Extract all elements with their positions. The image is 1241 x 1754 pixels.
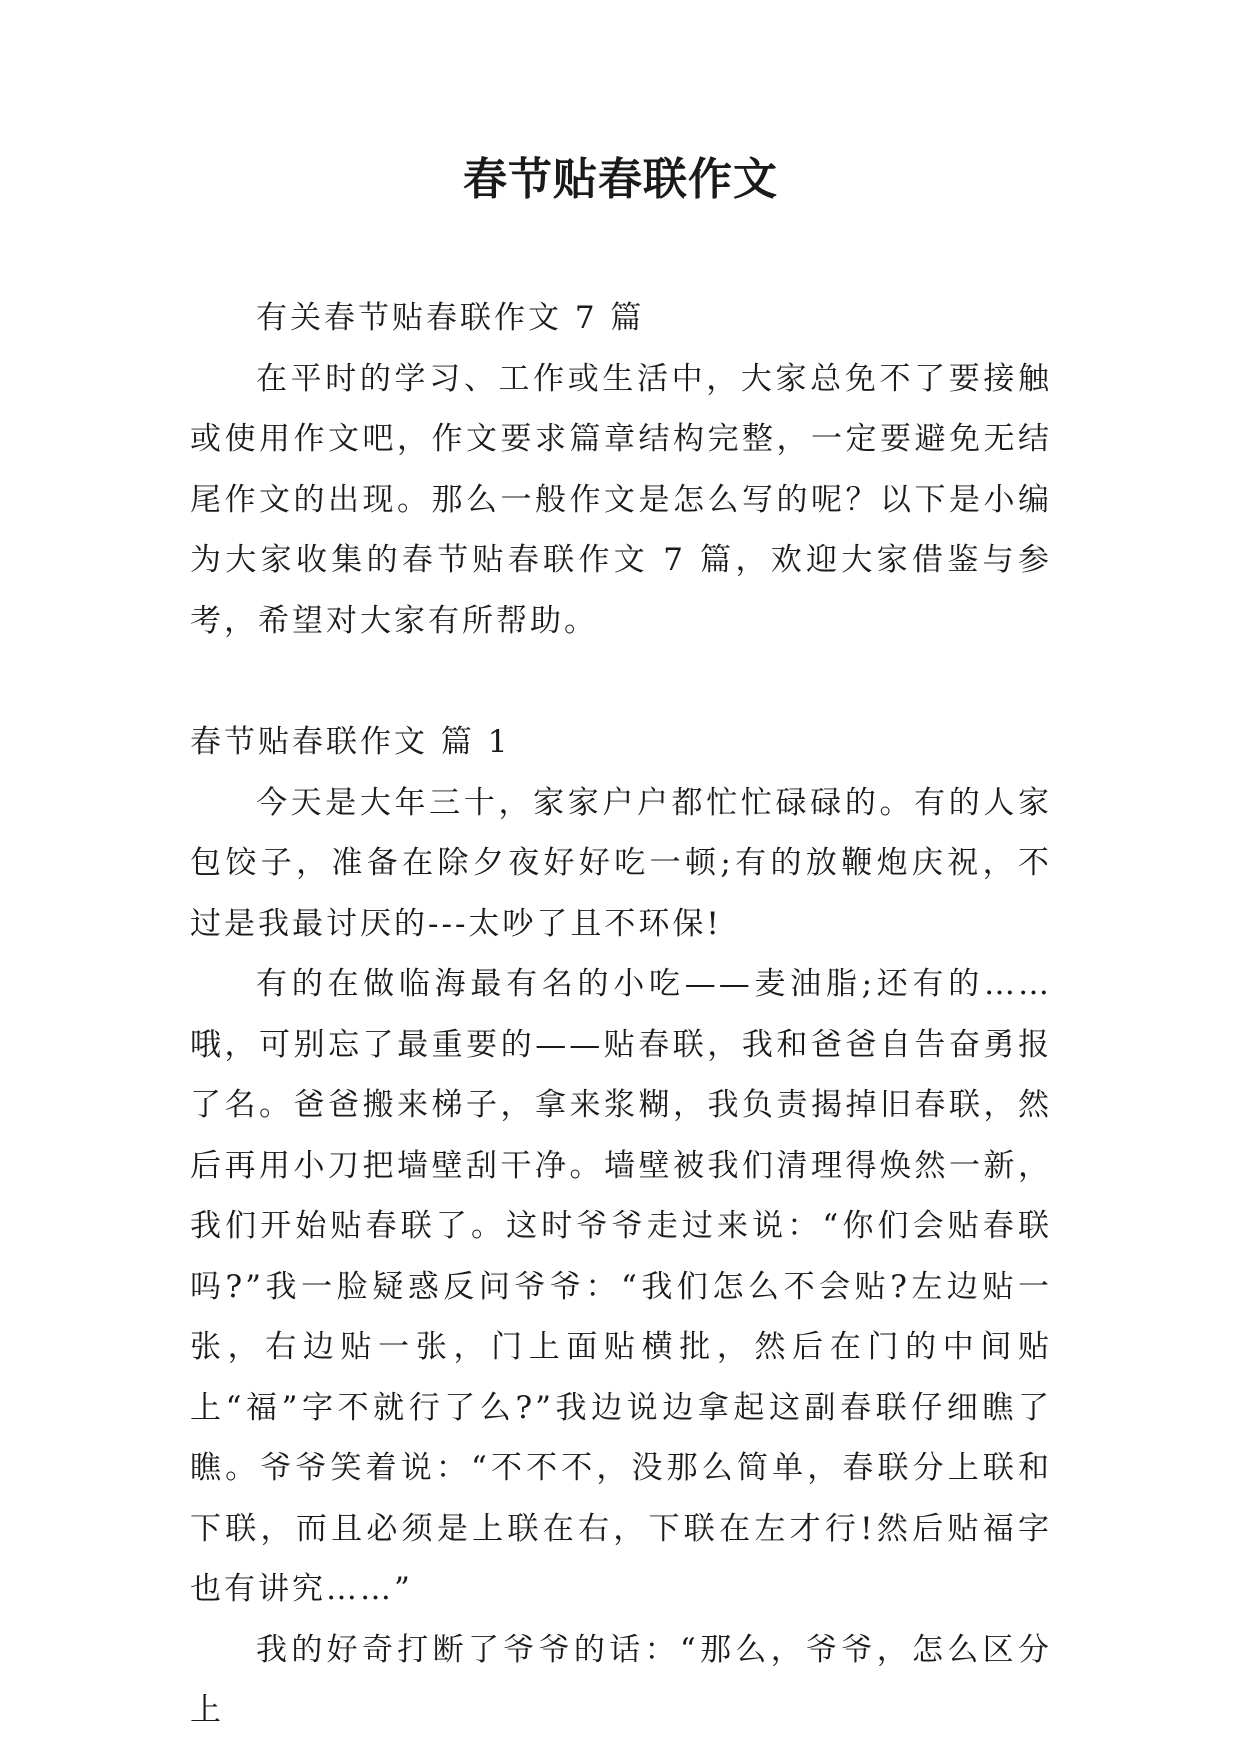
body-paragraph: 有的在做临海最有名的小吃——麦油脂;还有的……哦，可别忘了最重要的——贴春联，我和爸爸自告奋勇报了名。爸爸搬来梯子，拿来浆糊，我负责揭掉旧春联，然后再用小刀把墙壁刮干净。墙壁被我们清理得焕然一新，我们开始贴春联了。这时爷爷走过来说：“你们会贴春联吗?”我一脸疑惑反问爷爷：“我们怎么不会贴?左边贴一张，右边贴一张，门上面贴横批，然后在门的中间贴上“福”字不就行了么?”我边说边拿起这副春联仔细瞧了瞧。爷爷笑着说：“不不不，没那么简单，春联分上联和下联，而且必须是上联在右，下联在左才行!然后贴福字也有讲究……” bbox=[190, 966, 1052, 1607]
body-paragraph: 今天是大年三十，家家户户都忙忙碌碌的。有的人家包饺子，准备在除夕夜好好吃一顿;有的放鞭炮庆祝，不过是我最讨厌的---太吵了且不环保! bbox=[190, 784, 1052, 942]
page-title: 春节贴春联作文 bbox=[463, 154, 778, 205]
intro-paragraph: 在平时的学习、工作或生活中，大家总免不了要接触或使用作文吧，作文要求篇章结构完整，一定要避免无结尾作文的出现。那么一般作文是怎么写的呢？以下是小编为大家收集的春节贴春联作文 7 篇，欢迎大家借鉴与参考，希望对大家有所帮助。 bbox=[190, 360, 1052, 639]
intro-heading: 有关春节贴春联作文 7 篇 bbox=[256, 300, 645, 336]
document-body bbox=[190, 288, 1052, 1741]
body-paragraph: 我的好奇打断了爷爷的话：“那么，爷爷，怎么区分上 bbox=[190, 1631, 1052, 1728]
section-spacer bbox=[190, 651, 1052, 712]
section-heading: 春节贴春联作文 篇 1 bbox=[190, 724, 511, 760]
